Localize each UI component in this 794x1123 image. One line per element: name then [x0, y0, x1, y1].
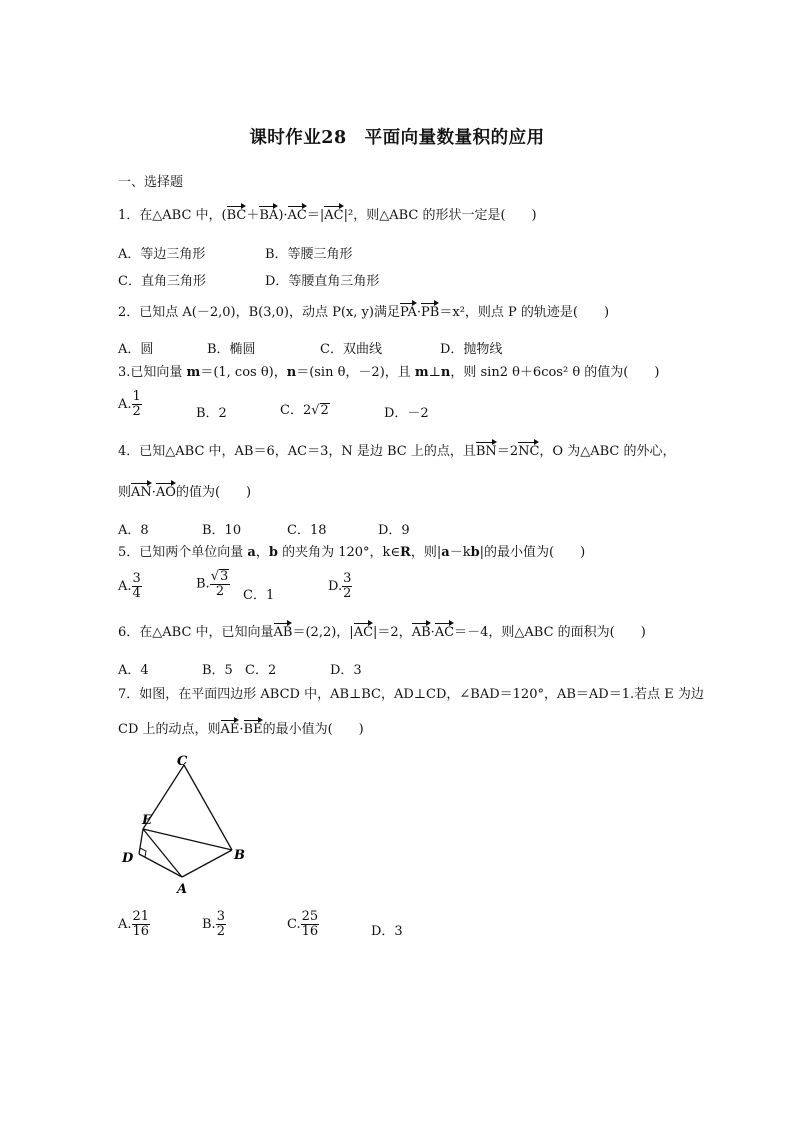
q2-option-b[interactable]: B．椭圆 — [207, 342, 256, 357]
question-7-line-1: 7．如图，在平面四边形 ABCD 中，AB⊥BC，AD⊥CD，∠BAD＝120°，AB＝AD＝1.若点 E 为边 — [118, 687, 704, 702]
quadrilateral-figure — [110, 745, 270, 905]
segment-ed — [139, 829, 143, 854]
segment-da — [139, 854, 182, 877]
question-6: 6．在△ABC 中，已知向量AB＝(2,2)，|AC|＝2，AB·AC＝－4，则△ABC 的面积为( ) — [118, 625, 646, 640]
q1-option-d[interactable]: D．等腰直角三角形 — [265, 274, 380, 289]
q1-option-c[interactable]: C．直角三角形 — [118, 274, 206, 289]
q4-option-c[interactable]: C．18 — [287, 523, 327, 538]
q4-option-a[interactable]: A．8 — [118, 523, 149, 538]
q6-option-b[interactable]: B．5 — [202, 663, 233, 678]
label-a: A — [177, 882, 188, 897]
q4-option-d[interactable]: D．9 — [378, 523, 410, 538]
segment-ab — [182, 850, 232, 877]
q6-option-d[interactable]: D．3 — [330, 663, 362, 678]
q7-option-a[interactable]: A. $\frac{21}{16}$ — [118, 909, 150, 939]
section-heading: 一、选择题 — [118, 175, 184, 190]
q3-option-c[interactable]: C．2√2 — [280, 403, 329, 418]
label-d: D — [122, 851, 134, 866]
q5-option-c[interactable]: C．1 — [243, 588, 275, 603]
label-b: B — [234, 848, 245, 863]
q2-option-d[interactable]: D．抛物线 — [440, 342, 503, 357]
question-1: 1．在△ABC 中，(BC＋BA)·AC＝|AC|²，则△ABC 的形状一定是( ) — [118, 208, 537, 223]
question-5: 5．已知两个单位向量 a，b 的夹角为 120°，k∈R，则|a－kb|的最小值为( ) — [118, 545, 586, 560]
q7-option-b[interactable]: B. $\frac{3}{2}$ — [202, 909, 225, 939]
q5-option-d[interactable]: D. $\frac{3}{2}$ — [328, 571, 352, 601]
q2-option-a[interactable]: A．圆 — [118, 342, 154, 357]
q3-option-b[interactable]: B．2 — [196, 406, 227, 421]
segment-bc — [184, 765, 232, 850]
q5-option-b[interactable]: B. $\frac{√3}{2}$ — [196, 569, 229, 599]
q6-option-a[interactable]: A．4 — [118, 663, 149, 678]
question-4-line-1: 4．已知△ABC 中，AB＝6，AC＝3，N 是边 BC 上的点，且BN＝2NC，O 为△ABC 的外心， — [118, 444, 676, 459]
q7-option-d[interactable]: D．3 — [371, 924, 403, 939]
q1-option-a[interactable]: A．等边三角形 — [118, 247, 206, 262]
q3-option-a[interactable]: A. $\frac{1}{2}$ — [118, 389, 141, 419]
q2-option-c[interactable]: C．双曲线 — [320, 342, 382, 357]
q7-option-c[interactable]: C. $\frac{25}{16}$ — [287, 909, 319, 939]
question-2: 2．已知点 A(－2,0)，B(3,0)，动点 P(x, y)满足PA·PB＝x²，则点 P 的轨迹是( ) — [118, 305, 610, 320]
label-e: E — [142, 813, 152, 828]
q4-option-b[interactable]: B．10 — [202, 523, 242, 538]
label-c: C — [177, 754, 188, 769]
q3-option-d[interactable]: D．－2 — [384, 406, 429, 421]
q6-option-c[interactable]: C．2 — [245, 663, 277, 678]
question-3: 3.已知向量 m＝(1, cos θ)，n＝(sin θ，－2)，且 m⊥n，则 sin2 θ＋6cos² θ 的值为( ) — [118, 365, 660, 380]
q5-option-a[interactable]: A. $\frac{3}{4}$ — [118, 571, 141, 601]
q1-option-b[interactable]: B．等腰三角形 — [265, 247, 353, 262]
question-4-line-2: 则AN·AO的值为( ) — [118, 485, 252, 500]
question-7-line-2: CD 上的动点，则AE·BE的最小值为( ) — [118, 722, 364, 737]
page-title: 课时作业28 平面向量数量积的应用 — [249, 128, 545, 148]
segment-eb — [143, 829, 232, 850]
